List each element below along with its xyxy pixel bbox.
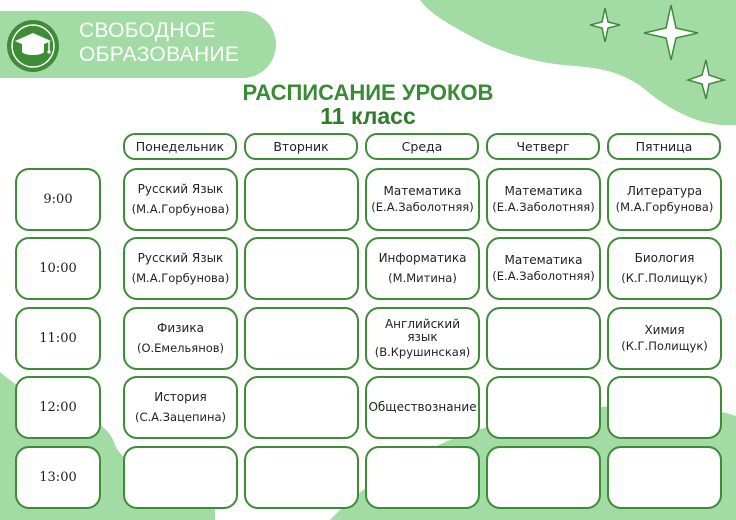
- lesson-teacher: (М.Митина): [388, 271, 457, 285]
- lesson-teacher: (К.Г.Полищук): [621, 271, 708, 285]
- lesson-cell: [365, 446, 480, 509]
- brand-line-1: СВОБОДНОЕ: [79, 19, 216, 42]
- lesson-cell: [607, 446, 722, 509]
- lesson-cell: [365, 307, 480, 370]
- lesson-subject: История: [154, 390, 207, 404]
- day-header-monday: Понедельник: [123, 133, 237, 160]
- lesson-cell: [123, 446, 238, 509]
- lesson-cell: [486, 446, 601, 509]
- page-subtitle: 11 класс: [320, 103, 416, 129]
- lesson-subject: Информатика: [378, 251, 467, 265]
- lesson-cell: [244, 237, 359, 300]
- day-header-thursday: Четверг: [486, 133, 600, 160]
- lesson-cell: [123, 168, 238, 231]
- time-slot: 12:00: [15, 376, 101, 439]
- lesson-cell: [486, 376, 601, 439]
- lesson-subject: Русский Язык: [137, 182, 224, 196]
- lesson-subject: Биология: [634, 251, 695, 265]
- lesson-cell: [123, 376, 238, 439]
- lesson-teacher: (М.А.Горбунова): [615, 200, 714, 214]
- lesson-subject: Английский язык: [384, 316, 461, 344]
- time-slot: 10:00: [15, 237, 101, 300]
- lesson-cell: [607, 307, 722, 370]
- lesson-cell: [244, 168, 359, 231]
- lesson-teacher: (Е.А.Заболотняя): [492, 269, 595, 283]
- lesson-cell: [123, 307, 238, 370]
- lesson-subject: Химия: [644, 323, 685, 337]
- time-slot: 11:00: [15, 307, 101, 370]
- day-header-friday: Пятница: [607, 133, 721, 160]
- lesson-cell: [365, 168, 480, 231]
- day-header-wednesday: Среда: [365, 133, 479, 160]
- lesson-cell: [607, 376, 722, 439]
- lesson-subject: Русский Язык: [137, 251, 224, 265]
- lesson-cell: [486, 237, 601, 300]
- lesson-teacher: (К.Г.Полищук): [621, 339, 708, 353]
- brand-line-2: ОБРАЗОВАНИЕ: [79, 43, 240, 66]
- lesson-teacher: (Е.А.Заболотняя): [371, 200, 474, 214]
- lesson-cell: [365, 376, 480, 439]
- lesson-cell: [365, 237, 480, 300]
- lesson-teacher: (Е.А.Заболотняя): [492, 200, 595, 214]
- lesson-subject: Математика: [383, 184, 462, 198]
- lesson-subject: Математика: [504, 184, 583, 198]
- lesson-cell: [607, 237, 722, 300]
- lesson-cell: [607, 168, 722, 231]
- page-title: РАСПИСАНИЕ УРОКОВ: [242, 80, 494, 105]
- lesson-subject: Обществознание: [368, 400, 477, 414]
- lesson-teacher: (С.А.Зацепина): [134, 410, 227, 424]
- lesson-cell: [486, 307, 601, 370]
- lesson-cell: [486, 168, 601, 231]
- lesson-cell: [244, 446, 359, 509]
- lesson-teacher: (М.А.Горбунова): [131, 271, 230, 285]
- lesson-subject: Литература: [626, 184, 703, 198]
- lesson-subject: Физика: [157, 321, 204, 335]
- lesson-teacher: (О.Емельянов): [136, 341, 225, 355]
- lesson-cell: [244, 307, 359, 370]
- time-slot: 13:00: [15, 446, 101, 509]
- lesson-teacher: (В.Крушинская): [374, 344, 471, 359]
- time-slot: 9:00: [15, 168, 101, 231]
- day-header-tuesday: Вторник: [244, 133, 358, 160]
- lesson-teacher: (М.А.Горбунова): [131, 202, 230, 216]
- lesson-cell: [244, 376, 359, 439]
- lesson-cell: [123, 237, 238, 300]
- brand-name: [79, 19, 239, 67]
- graduation-cap-icon: [6, 19, 60, 73]
- lesson-subject: Математика: [504, 253, 583, 267]
